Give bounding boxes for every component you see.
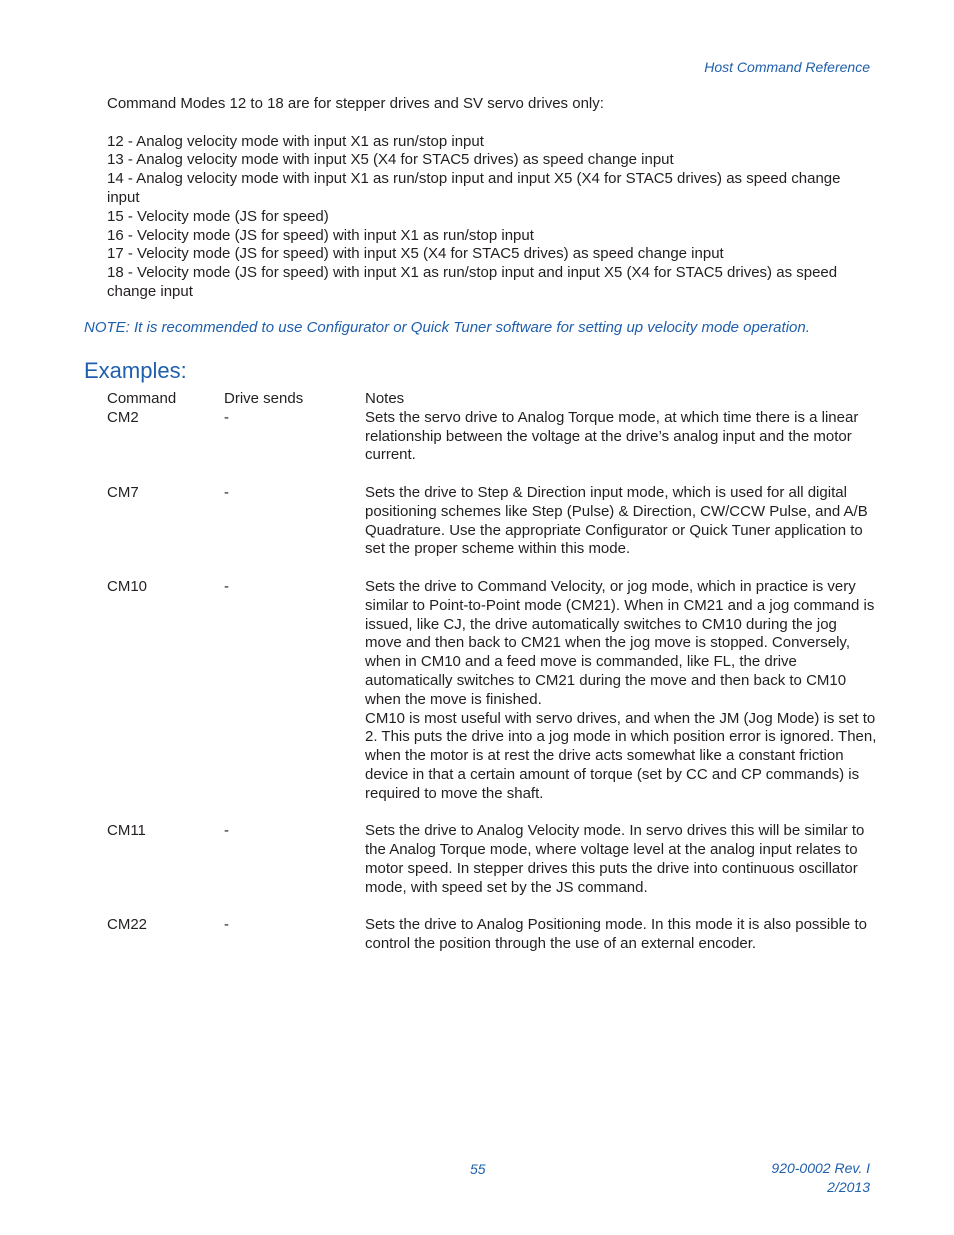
example-command: CM7 (107, 483, 139, 501)
example-note-paragraph: Sets the servo drive to Analog Torque mode, at which time there is a linear relationship between the voltage at the drive’s analog input and the motor current. (365, 408, 859, 464)
example-note-paragraph: Sets the drive to Analog Velocity mode. In servo drives this will be similar to the Analog Torque mode, where voltage level at the analog input relates to motor speed. In stepper drives this puts the drive into continuous oscillator mode, with speed set by the JS command. (365, 822, 865, 896)
intro-section (107, 95, 877, 302)
example-command: CM11 (107, 822, 146, 840)
example-command: CM22 (107, 916, 148, 934)
example-notes (365, 484, 877, 559)
example-drive-sends: - (224, 577, 229, 595)
intro-lead: Command Modes 12 to 18 are for stepper drives and SV servo drives only: (107, 95, 604, 112)
document-revision (771, 1159, 870, 1197)
example-drive-sends: - (224, 408, 229, 426)
examples-header-row (107, 390, 877, 409)
example-row-cm11 (107, 822, 877, 897)
example-row-cm10 (107, 578, 877, 804)
document-number: 920-0002 Rev. I (771, 1160, 870, 1176)
example-note-paragraph: Sets the drive to Step & Direction input mode, which is used for all digital positioning schemes like Step (Pulse) & Direction, CW/CCW Pulse, and A/B Quadrature. Use the appropriate Configurator or Quick Tuner application to set the proper scheme within this mode. (365, 483, 868, 558)
example-notes (365, 578, 877, 804)
examples-heading: Examples: (84, 358, 187, 383)
mode-item-16: 16 - Velocity mode (JS for speed) with input X1 as run/stop input (107, 226, 534, 244)
example-row-cm2 (107, 409, 877, 465)
mode-item-15: 15 - Velocity mode (JS for speed) (107, 207, 329, 225)
mode-item-13: 13 - Analog velocity mode with input X5 (X4 for STAC5 drives) as speed change input (107, 151, 674, 169)
example-row-cm7 (107, 484, 877, 559)
example-note-paragraph: Sets the drive to Command Velocity, or jog mode, which in practice is very similar to Point-to-Point mode (CM21). When in CM21 and a jog command is issued, like CJ, the drive automatically switches to CM10 during the jog move and then back to CM21 when the jog move is stopped. Conversely, when in CM10 and a feed move is commanded, like FL, the drive automatically switches to CM21 during the move and then back to CM10 when the move is finished. (365, 577, 875, 708)
example-command: CM2 (107, 408, 139, 426)
mode-item-17: 17 - Velocity mode (JS for speed) with input X5 (X4 for STAC5 drives) as speed change input (107, 245, 724, 263)
example-notes (365, 822, 877, 897)
example-command: CM10 (107, 577, 148, 595)
mode-item-12: 12 - Analog velocity mode with input X1 as run/stop input (107, 132, 484, 150)
command-mode-list (107, 133, 877, 302)
examples-table (107, 390, 877, 954)
column-header-command: Command (107, 390, 177, 407)
document-date: 2/2013 (827, 1179, 870, 1195)
column-header-drive-sends: Drive sends (224, 390, 304, 407)
running-header: Host Command Reference (704, 59, 870, 75)
example-note-paragraph: CM10 is most useful with servo drives, and when the JM (Jog Mode) is set to 2. This puts the drive into a jog mode in which position error is ignored. Then, when the motor is at rest the drive acts somewhat like a constant friction device in that a certain amount of torque (set by CC and CP commands) is required to move the shaft. (365, 709, 877, 802)
example-notes (365, 409, 877, 465)
configurator-note: NOTE: It is recommended to use Configurator or Quick Tuner software for setting up velocity mode operation. (84, 319, 810, 336)
example-row-cm22 (107, 916, 877, 954)
mode-item-18: 18 - Velocity mode (JS for speed) with input X1 as run/stop input and input X5 (X4 for STAC5 drives) as speed change input (107, 264, 838, 300)
example-drive-sends: - (224, 483, 229, 501)
example-notes (365, 916, 877, 954)
mode-item-14: 14 - Analog velocity mode with input X1 as run/stop input and input X5 (X4 for STAC5 drives) as speed change input (107, 170, 841, 206)
page-number: 55 (470, 1161, 486, 1177)
column-header-notes: Notes (365, 390, 405, 407)
example-drive-sends: - (224, 916, 229, 934)
example-note-paragraph: Sets the drive to Analog Positioning mode. In this mode it is also possible to control the position through the use of an external encoder. (365, 916, 867, 953)
example-drive-sends: - (224, 822, 229, 840)
